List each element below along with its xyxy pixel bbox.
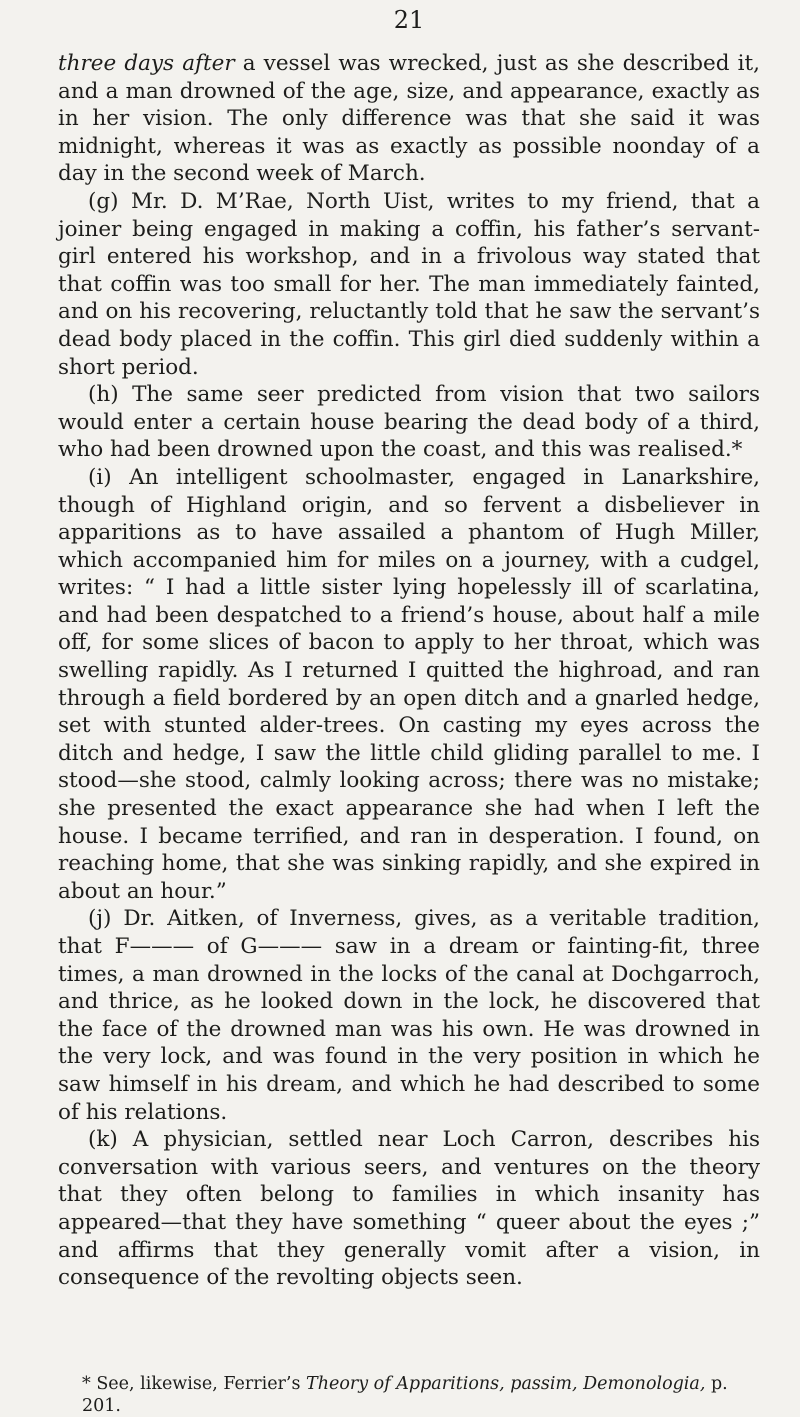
paragraph-i <box>58 464 760 906</box>
body-text <box>58 50 760 1292</box>
footnote-text: * See, likewise, Ferrier’s <box>82 1374 307 1394</box>
paragraph-text: A physician, settled near Loch Carron, describes his conversation with various seers, and ventures on the theory that they often belong to families in which insanity has appeared—that they have something “ queer about the eyes ;” and affirms that they generally vomit after a vision, in consequence of the revolting objects seen. <box>58 1127 760 1291</box>
paragraph-h <box>58 381 760 464</box>
paragraph-text: Dr. Aitken, of Inverness, gives, as a veritable tradition, that F——— of G——— saw in a dream or fainting-fit, three times, a man drowned in the locks of the canal at Dochgarroch, and thrice, as he looked down in the lock, he discovered that the face of the drowned man was his own. He was drowned in the very lock, and was found in the very position in which he saw himself in his dream, and which he had described to some of his relations. <box>58 906 760 1125</box>
page-number: 21 <box>393 6 425 34</box>
item-letter: (k) <box>88 1127 118 1153</box>
footnote-page-ref: p. 201. <box>82 1374 728 1416</box>
paragraph-continued <box>58 50 760 188</box>
item-letter: (g) <box>88 188 119 214</box>
paragraph-j <box>58 905 760 1126</box>
item-letter: (h) <box>88 382 119 408</box>
paragraph-g <box>58 188 760 381</box>
footnote-title: Theory of Apparitions, passim, Demonologia, <box>306 1374 706 1394</box>
paragraph-text: a vessel was wrecked, just as she described it, and a man drowned of the age, size, and appearance, exactly as in her vision. The only difference was that she said it was midnight, whereas it was as exactly as possible noonday of a day in the second week of March. <box>58 51 760 187</box>
paragraph-text: An intelligent schoolmaster, engaged in Lanarkshire, though of Highland origin, and so fervent a disbeliever in apparitions as to have assailed a phantom of Hugh Miller, which accompanied him for miles on a journey, with a cudgel, writes: “ I had a little sister lying hopelessly ill of scarlatina, and had been despatched to a friend’s house, about half a mile off, for some slices of bacon to apply to her throat, which was swelling rapidly. As I returned I quitted the highroad, and ran through a field bordered by an open ditch and a gnarled hedge, set with stunted alder-trees. On casting my eyes across the ditch and hedge, I saw the little child gliding parallel to me. I stood—she stood, calmly looking across; there was no mistake; she presented the exact appearance she had when I left the house. I became terrified, and ran in desperation. I found, on reaching home, that she was sinking rapidly, and she expired in about an hour.” <box>58 464 760 904</box>
paragraph-text: Mr. D. M’Rae, North Uist, writes to my friend, that a joiner being engaged in making a coffin, his father’s servant-girl entered his workshop, and in a frivolous way stated that that coffin was too small for her. The man immediately fainted, and on his recovering, reluctantly told that he saw the servant’s dead body placed in the coffin. This girl died suddenly within a short period. <box>58 188 760 380</box>
paragraph-text: The same seer predicted from vision that two sailors would enter a certain house bearing the dead body of a third, who had been drowned upon the coast, and this was realised.* <box>58 382 760 463</box>
item-letter: (i) <box>88 464 112 490</box>
item-letter: (j) <box>88 906 112 932</box>
italic-lead: three days after <box>58 51 235 76</box>
footnote <box>82 1373 760 1417</box>
paragraph-k <box>58 1126 760 1292</box>
